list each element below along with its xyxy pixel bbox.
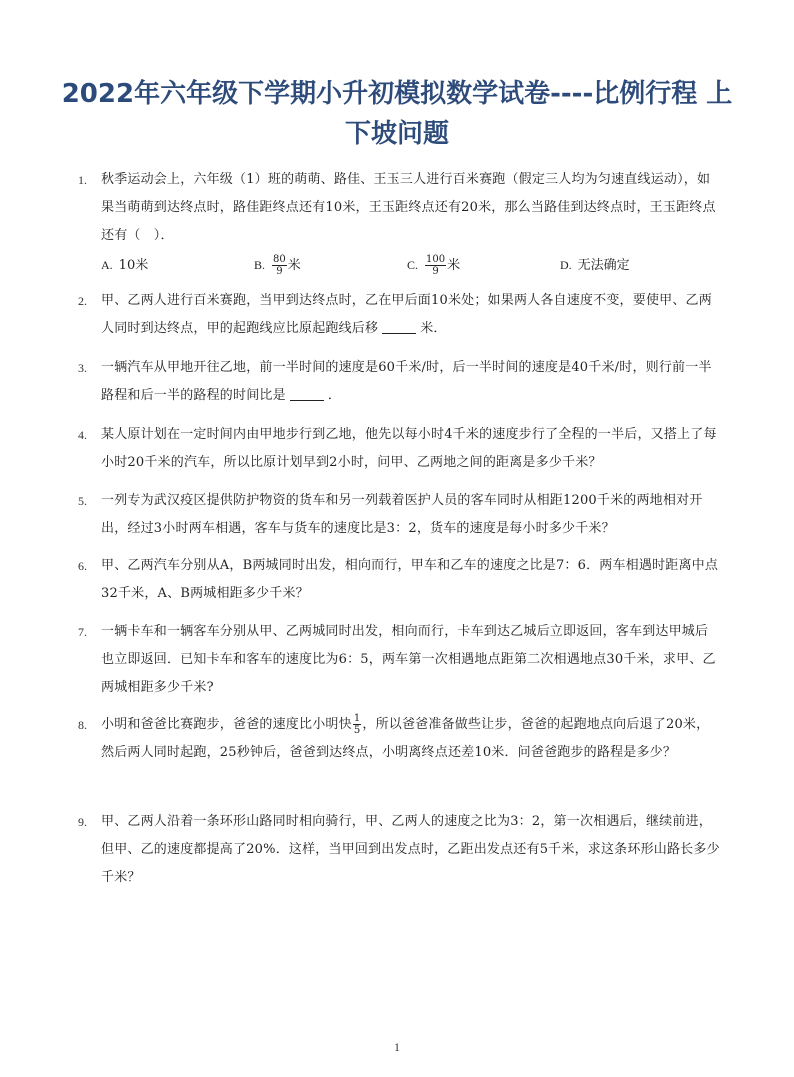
- question-number: 9.: [78, 815, 87, 829]
- question-text-before: 甲、乙两人进行百米赛跑，当甲到达终点时，乙在甲后面10米处；如果两人各自速度不变，要使甲、乙两人同时到达终点，甲的起跑线应比原起跑线后移: [101, 293, 712, 336]
- question-number: 2.: [78, 294, 87, 308]
- question-text: 一辆卡车和一辆客车分别从甲、乙两城同时出发，相向而行，卡车到达乙城后立即返回，客车到达甲城后也立即返回．已知卡车和客车的速度比为6：5，两车第一次相遇地点距第二次相遇地点30千米，求甲、乙两城相距多少千米?: [101, 624, 716, 695]
- page-title: 2022年六年级下学期小升初模拟数学试卷----比例行程 上下坡问题: [61, 79, 733, 149]
- option-c[interactable]: [407, 250, 460, 281]
- question-text: [101, 711, 721, 767]
- option-text: 无法确定: [577, 258, 630, 273]
- question-text: 秋季运动会上，六年级（1）班的萌萌、路佳、王玉三人进行百米赛跑（假定三人均为匀速直线运动），如果当萌萌到达终点时，路佳距终点还有10米，王玉距终点还有20米，那么当路佳到达终点时，王玉距终点还有（ ）．: [101, 172, 716, 243]
- question-number: 7.: [78, 625, 87, 639]
- fraction-numerator: 1: [353, 713, 361, 724]
- fraction-numerator: 100: [426, 254, 446, 265]
- answer-blank[interactable]: [382, 319, 416, 334]
- option-text: 10米: [118, 258, 149, 273]
- option-b[interactable]: [254, 250, 301, 281]
- question-text-after: ，所以爸爸准备做些让步，爸爸的起跑地点向后退了20米，然后两人同时起跑，25秒钟后，爸爸到达终点，小明离终点还差10米．问爸爸跑步的路程是多少？: [101, 717, 710, 760]
- fraction: [353, 713, 362, 736]
- fraction-numerator: 80: [273, 254, 286, 265]
- question-text-before: 小明和爸爸比赛跑步，爸爸的速度比小明快: [101, 717, 352, 732]
- question-text: [101, 354, 721, 410]
- question-number: 5.: [78, 494, 87, 508]
- question-text: 某人原计划在一定时间内由甲地步行到乙地，他先以每小时4千米的速度步行了全程的一半后，又搭上了每小时20千米的汽车，所以比原计划早到2小时，问甲、乙两地之间的距离是多少千米？: [101, 427, 717, 470]
- question-text: 甲、乙两人沿着一条环形山路同时相向骑行，甲、乙两人的速度之比为3：2，第一次相遇后，继续前进，但甲、乙的速度都提高了20%．这样，当甲回到出发点时，乙距出发点还有5千米，求这条环形山路长多少千米？: [101, 814, 720, 885]
- fraction: [272, 254, 287, 277]
- question-number: 4.: [78, 428, 87, 442]
- question-text-after: 米．: [420, 321, 447, 336]
- option-a[interactable]: [101, 250, 148, 281]
- option-unit: 米: [447, 258, 461, 273]
- fraction: [425, 254, 446, 277]
- question-text-before: 一辆汽车从甲地开往乙地，前一半时间的速度是60千米/时，后一半时间的速度是40千米/时，则行前一半路程和后一半的路程的时间比是: [101, 360, 712, 403]
- fraction-denominator: 9: [276, 266, 283, 277]
- question-number: 1.: [78, 173, 87, 187]
- answer-options: [0, 250, 794, 280]
- fraction-denominator: 5: [353, 725, 361, 736]
- page-number: 1: [394, 1040, 400, 1054]
- question-number: 3.: [78, 361, 87, 375]
- option-label: C.: [407, 258, 419, 272]
- question-number: 6.: [78, 559, 87, 573]
- option-d[interactable]: [560, 250, 630, 281]
- question-text: 甲、乙两汽车分别从A，B两城同时出发，相向而行，甲车和乙车的速度之比是7：6．两车相遇时距离中点32千米，A、B两城相距多少千米？: [101, 558, 719, 601]
- question-text: [101, 287, 721, 343]
- fraction-denominator: 9: [432, 266, 439, 277]
- option-label: D.: [560, 258, 572, 272]
- option-label: A.: [101, 258, 113, 272]
- question-number: 8.: [78, 718, 87, 732]
- question-text-after: ．: [327, 388, 342, 403]
- question-text: 一列专为武汉疫区提供防护物资的货车和另一列载着医护人员的客车同时从相距1200千米的两地相对开出，经过3小时两车相遇，客车与货车的速度比是3：2，货车的速度是每小时多少千米？: [101, 493, 703, 536]
- option-unit: 米: [287, 258, 301, 273]
- answer-blank[interactable]: [290, 386, 324, 401]
- option-label: B.: [254, 258, 266, 272]
